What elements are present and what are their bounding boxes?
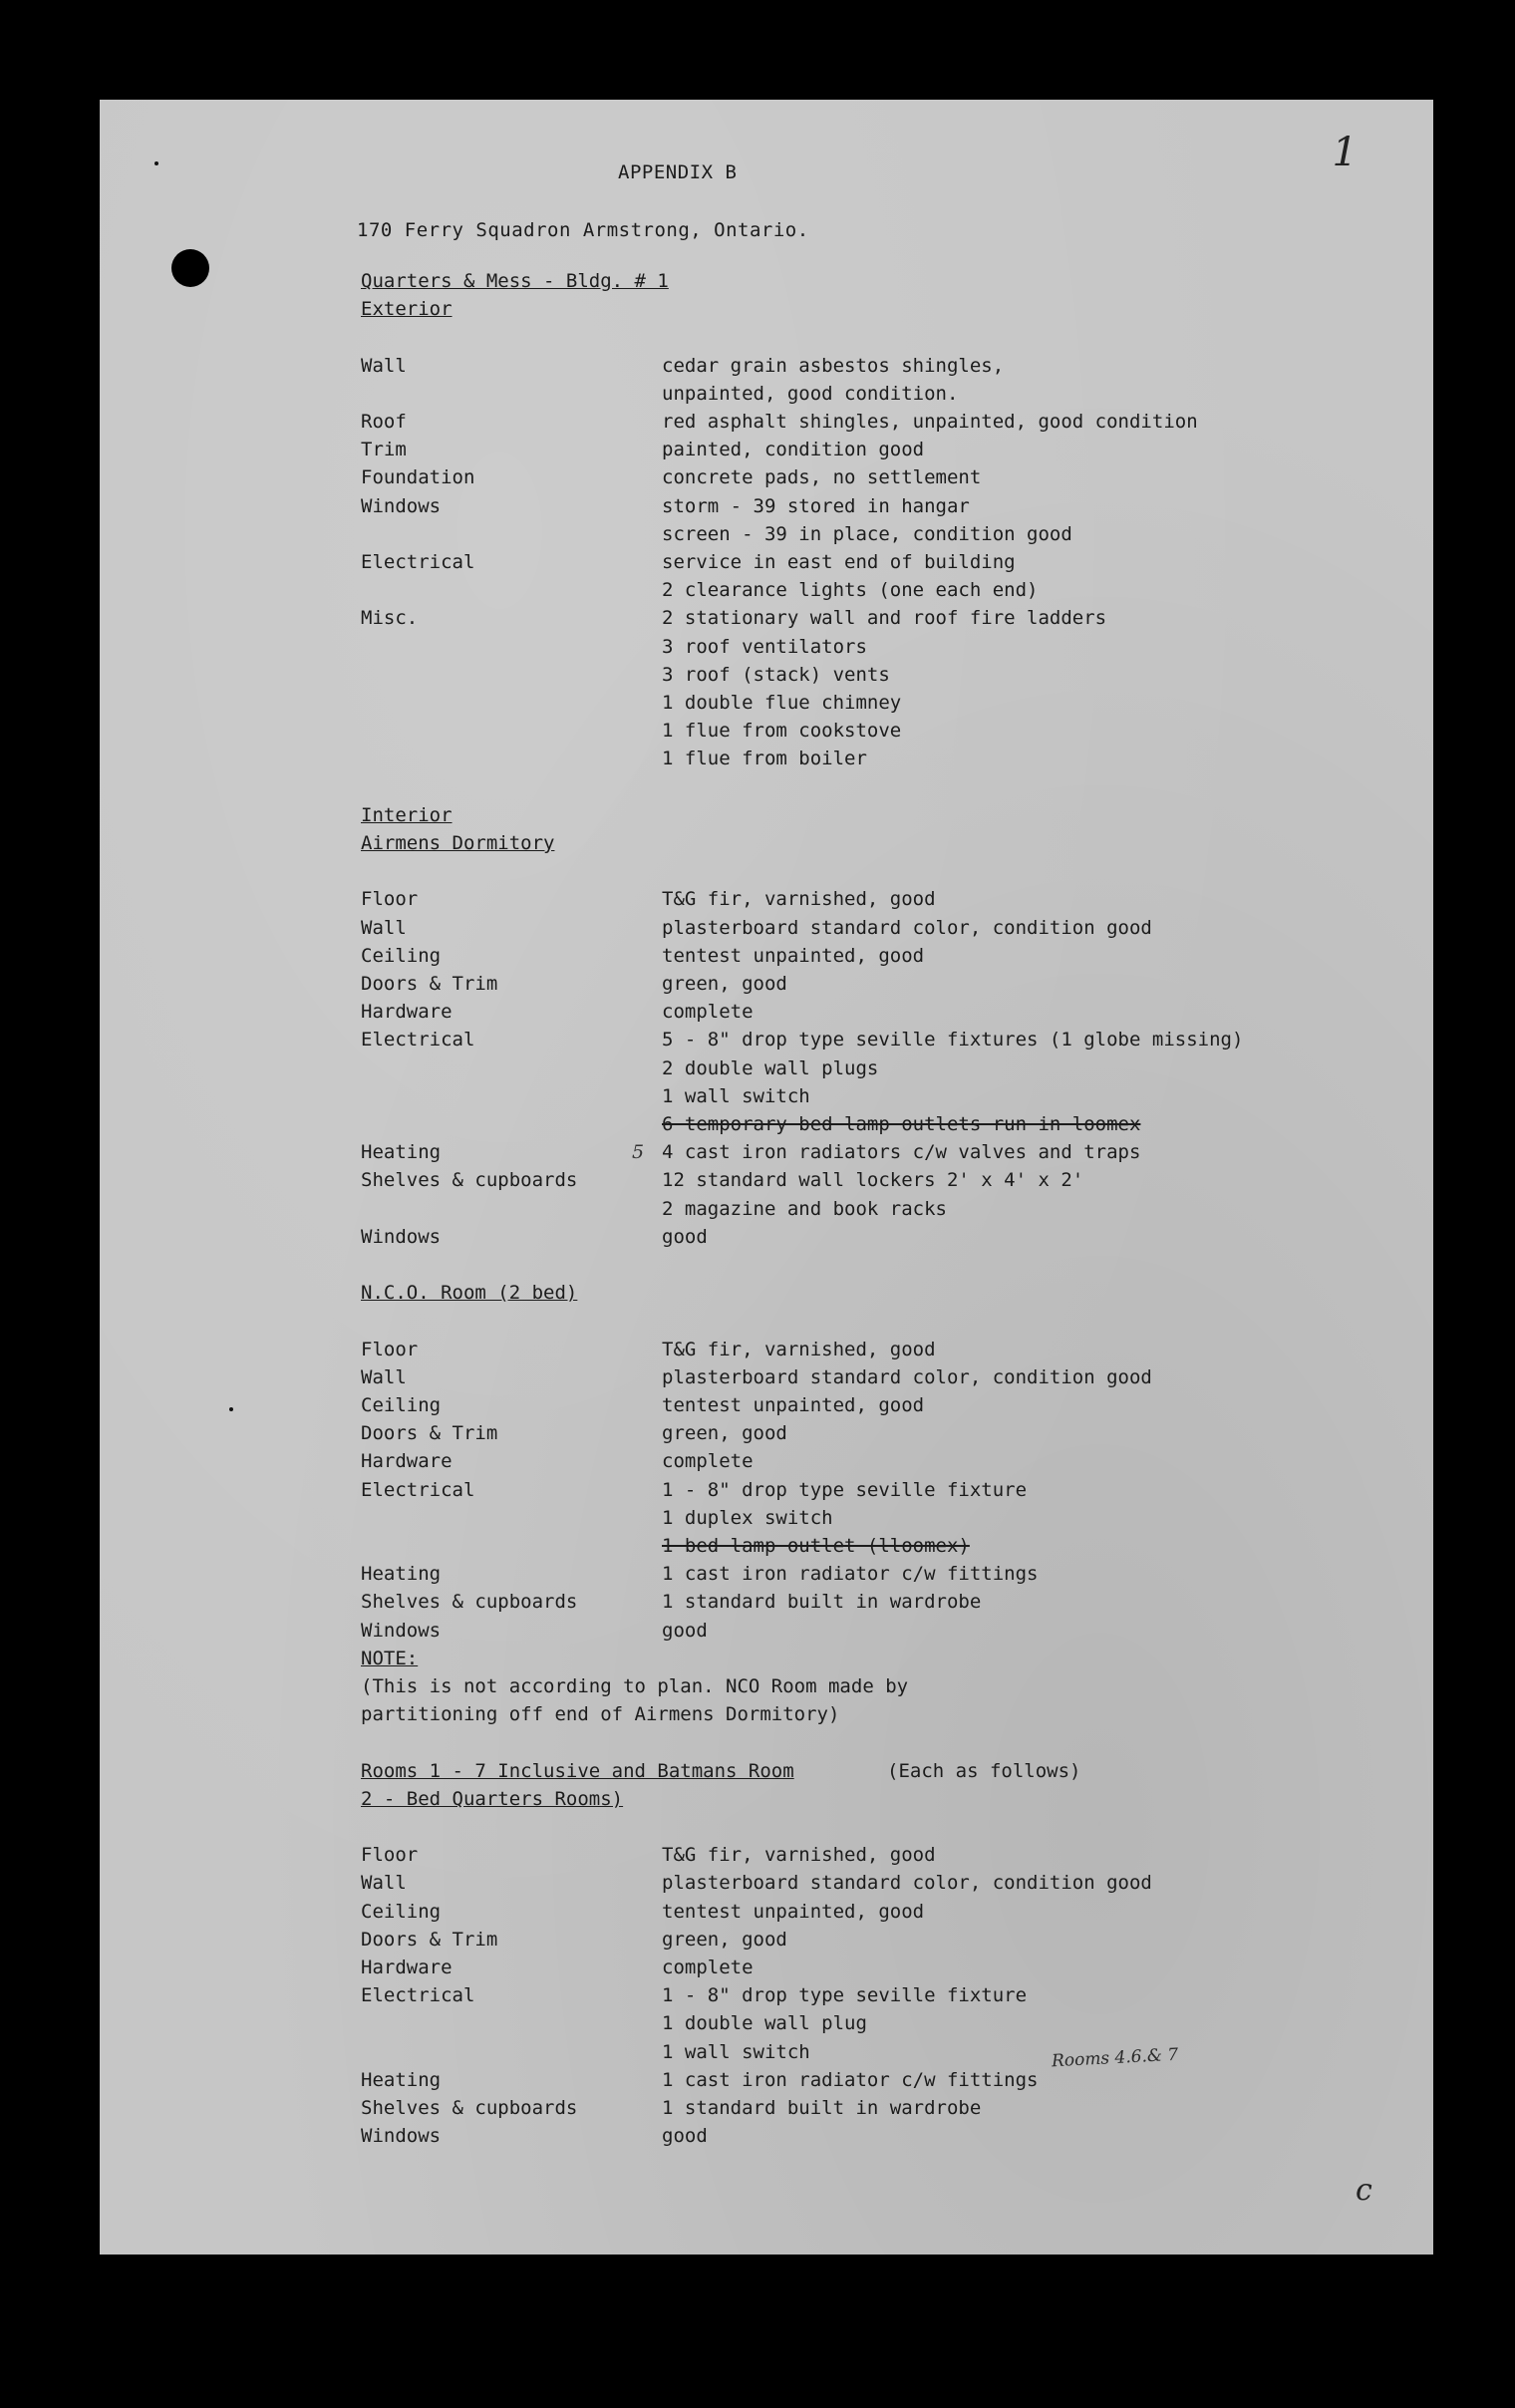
row-label: Heating xyxy=(361,2069,442,2091)
list-row xyxy=(361,1898,1397,1926)
row-label: Wall xyxy=(361,1872,407,1894)
row-label: Shelves & cupboards xyxy=(361,1169,578,1191)
list-row xyxy=(361,604,1397,632)
row-value: T&G fir, varnished, good xyxy=(662,888,936,910)
row-value: 1 flue from cookstove xyxy=(662,720,902,742)
row-value: painted, condition good xyxy=(662,439,925,460)
row-label: Doors & Trim xyxy=(361,1929,498,1951)
list-row xyxy=(361,1138,1397,1166)
row-value: T&G fir, varnished, good xyxy=(662,1339,936,1360)
list-row xyxy=(361,408,1397,436)
row-label: NOTE: xyxy=(361,1648,419,1669)
list-row xyxy=(361,1700,1397,1728)
list-row xyxy=(361,1926,1397,1954)
list-row xyxy=(361,463,1397,491)
list-row xyxy=(361,1532,1397,1560)
row-value: 2 stationary wall and roof fire ladders xyxy=(662,607,1107,629)
list-row xyxy=(361,520,1397,548)
punch-hole xyxy=(171,249,209,287)
row-value: complete xyxy=(662,1001,754,1023)
row-value: good xyxy=(662,1226,708,1248)
list-row xyxy=(361,323,1397,351)
list-row xyxy=(361,633,1397,661)
unit-name: 170 Ferry Squadron Armstrong, Ontario. xyxy=(357,219,809,241)
list-row xyxy=(361,914,1397,942)
list-row xyxy=(361,661,1397,689)
row-label: Hardware xyxy=(361,1001,453,1023)
row-label: Doors & Trim xyxy=(361,973,498,995)
list-row xyxy=(361,2094,1397,2122)
row-label: Shelves & cupboards xyxy=(361,1591,578,1613)
list-row xyxy=(361,942,1397,970)
row-label: Interior xyxy=(361,804,453,826)
list-row xyxy=(361,1026,1397,1054)
row-value: tentest unpainted, good xyxy=(662,1394,925,1416)
row-value: 1 standard built in wardrobe xyxy=(662,2097,982,2119)
row-label: Floor xyxy=(361,1339,419,1360)
list-row xyxy=(361,773,1397,801)
list-row xyxy=(361,436,1397,463)
row-value: good xyxy=(662,1620,708,1642)
row-value: plasterboard standard color, condition good xyxy=(662,1366,1152,1388)
row-label: Wall xyxy=(361,917,407,939)
list-row xyxy=(361,576,1397,604)
row-label: Windows xyxy=(361,495,442,517)
list-row xyxy=(361,1588,1397,1616)
row-label: 2 - Bed Quarters Rooms) xyxy=(361,1788,624,1810)
row-label: Wall xyxy=(361,355,407,377)
list-row xyxy=(361,1279,1397,1307)
row-label: Ceiling xyxy=(361,1394,442,1416)
list-row xyxy=(361,492,1397,520)
row-label: Exterior xyxy=(361,298,453,320)
row-label: Electrical xyxy=(361,1479,475,1501)
list-row xyxy=(361,1757,1397,1785)
list-row xyxy=(361,970,1397,998)
row-value: 1 cast iron radiator c/w fittings xyxy=(662,1563,1039,1585)
row-label: Floor xyxy=(361,888,419,910)
row-value: 3 roof (stack) vents xyxy=(662,664,890,686)
list-row xyxy=(361,1336,1397,1363)
list-row xyxy=(361,1363,1397,1391)
row-value: good xyxy=(662,2125,708,2147)
row-value: green, good xyxy=(662,1929,787,1951)
row-value: 1 wall switch xyxy=(662,1085,810,1107)
row-label-suffix: (Each as follows) xyxy=(887,1760,1081,1782)
row-label: Floor xyxy=(361,1844,419,1866)
row-value: 2 double wall plugs xyxy=(662,1057,879,1079)
row-label: Quarters & Mess - Bldg. # 1 xyxy=(361,270,669,292)
list-row xyxy=(361,1672,1397,1700)
row-value: concrete pads, no settlement xyxy=(662,466,982,488)
row-value: 1 cast iron radiator c/w fittings xyxy=(662,2069,1039,2091)
list-row xyxy=(361,1447,1397,1475)
row-value: 1 - 8" drop type seville fixture xyxy=(662,1479,1028,1501)
appendix-title: APPENDIX B xyxy=(618,161,738,183)
list-row xyxy=(361,1813,1397,1841)
list-row xyxy=(361,2009,1397,2037)
list-row xyxy=(361,717,1397,745)
row-value: plasterboard standard color, condition good xyxy=(662,1872,1152,1894)
list-row xyxy=(361,885,1397,913)
row-label: Electrical xyxy=(361,551,475,573)
list-row xyxy=(361,1054,1397,1082)
row-value: 2 clearance lights (one each end) xyxy=(662,579,1039,601)
list-row xyxy=(361,1560,1397,1588)
row-value: 1 double flue chimney xyxy=(662,692,902,714)
row-label: Ceiling xyxy=(361,945,442,967)
row-label: Heating xyxy=(361,1563,442,1585)
list-row xyxy=(361,1869,1397,1897)
row-label: Airmens Dormitory xyxy=(361,832,555,854)
handwritten-note: Rooms 4.6.& 7 xyxy=(1051,2044,1179,2072)
list-row xyxy=(361,1419,1397,1447)
row-label: Heating xyxy=(361,1141,442,1163)
row-value: 1 flue from boiler xyxy=(662,748,867,769)
row-value: 6 temporary bed lamp outlets run in loomex xyxy=(662,1113,1141,1135)
list-row xyxy=(361,1504,1397,1532)
row-value: 3 roof ventilators xyxy=(662,636,867,658)
margin-mark: 5 xyxy=(632,1141,645,1163)
list-row xyxy=(361,745,1397,772)
row-value: 5 - 8" drop type seville fixtures (1 globe missing) xyxy=(662,1029,1244,1051)
list-row xyxy=(361,295,1397,323)
list-row xyxy=(361,2066,1397,2094)
row-value: 12 standard wall lockers 2' x 4' x 2' xyxy=(662,1169,1084,1191)
list-row xyxy=(361,548,1397,576)
row-value: 1 - 8" drop type seville fixture xyxy=(662,1984,1028,2006)
list-row xyxy=(361,1223,1397,1251)
row-value: service in east end of building xyxy=(662,551,1016,573)
row-label: Ceiling xyxy=(361,1901,442,1923)
page-number: 1 xyxy=(1332,130,1358,175)
row-label: Trim xyxy=(361,439,407,460)
row-label: Wall xyxy=(361,1366,407,1388)
list-row xyxy=(361,352,1397,380)
row-label: Foundation xyxy=(361,466,475,488)
row-label: Hardware xyxy=(361,1956,453,1978)
list-row xyxy=(361,1785,1397,1813)
row-value: 4 cast iron radiators c/w valves and traps xyxy=(662,1141,1141,1163)
list-row xyxy=(361,380,1397,408)
list-row xyxy=(361,1954,1397,1981)
row-label: Shelves & cupboards xyxy=(361,2097,578,2119)
row-value: 1 wall switch xyxy=(662,2041,810,2063)
list-row xyxy=(361,801,1397,829)
list-row xyxy=(361,1251,1397,1279)
list-row xyxy=(361,1391,1397,1419)
document-page xyxy=(100,100,1433,2255)
row-value: storm - 39 stored in hangar xyxy=(662,495,970,517)
list-row xyxy=(361,829,1397,857)
row-label: Hardware xyxy=(361,1450,453,1472)
list-row xyxy=(361,1476,1397,1504)
row-value: tentest unpainted, good xyxy=(662,1901,925,1923)
row-value: green, good xyxy=(662,973,787,995)
row-label: (This is not according to plan. NCO Room made by xyxy=(361,1675,909,1697)
speck xyxy=(229,1407,233,1411)
row-label: N.C.O. Room (2 bed) xyxy=(361,1282,578,1304)
row-value: green, good xyxy=(662,1422,787,1444)
row-label: Roof xyxy=(361,411,407,433)
list-row xyxy=(361,1981,1397,2009)
list-row xyxy=(361,1841,1397,1869)
row-label: Windows xyxy=(361,1620,442,1642)
row-value: complete xyxy=(662,1956,754,1978)
row-value: red asphalt shingles, unpainted, good condition xyxy=(662,411,1198,433)
list-row xyxy=(361,1617,1397,1645)
row-label: Electrical xyxy=(361,1029,475,1051)
list-row xyxy=(361,1110,1397,1138)
list-row xyxy=(361,1307,1397,1335)
row-value: complete xyxy=(662,1450,754,1472)
list-row xyxy=(361,267,1397,295)
list-row xyxy=(361,2122,1397,2150)
list-row xyxy=(361,1645,1397,1672)
row-value: cedar grain asbestos shingles, xyxy=(662,355,1005,377)
speck xyxy=(154,161,158,165)
list-row xyxy=(361,857,1397,885)
row-label: Windows xyxy=(361,1226,442,1248)
row-label: Misc. xyxy=(361,607,419,629)
list-row xyxy=(361,998,1397,1026)
row-label: Electrical xyxy=(361,1984,475,2006)
row-label: partitioning off end of Airmens Dormitory) xyxy=(361,1703,840,1725)
row-label: Windows xyxy=(361,2125,442,2147)
list-row xyxy=(361,2038,1397,2066)
row-value: 1 standard built in wardrobe xyxy=(662,1591,982,1613)
row-value: unpainted, good condition. xyxy=(662,383,959,405)
row-label: Doors & Trim xyxy=(361,1422,498,1444)
list-row xyxy=(361,1195,1397,1223)
row-value: tentest unpainted, good xyxy=(662,945,925,967)
row-value: 2 magazine and book racks xyxy=(662,1198,947,1220)
row-value: 1 double wall plug xyxy=(662,2012,867,2034)
list-row xyxy=(361,1166,1397,1194)
list-row xyxy=(361,689,1397,717)
row-value: plasterboard standard color, condition good xyxy=(662,917,1152,939)
row-value: 1 duplex switch xyxy=(662,1507,833,1529)
row-value: screen - 39 in place, condition good xyxy=(662,523,1072,545)
handwritten-mark: c xyxy=(1356,2173,1372,2208)
list-row xyxy=(361,1728,1397,1756)
list-row xyxy=(361,1082,1397,1110)
row-label: Rooms 1 - 7 Inclusive and Batmans Room xyxy=(361,1760,794,1782)
row-value: 1 bed lamp outlet (lloomex) xyxy=(662,1535,970,1557)
row-value: T&G fir, varnished, good xyxy=(662,1844,936,1866)
